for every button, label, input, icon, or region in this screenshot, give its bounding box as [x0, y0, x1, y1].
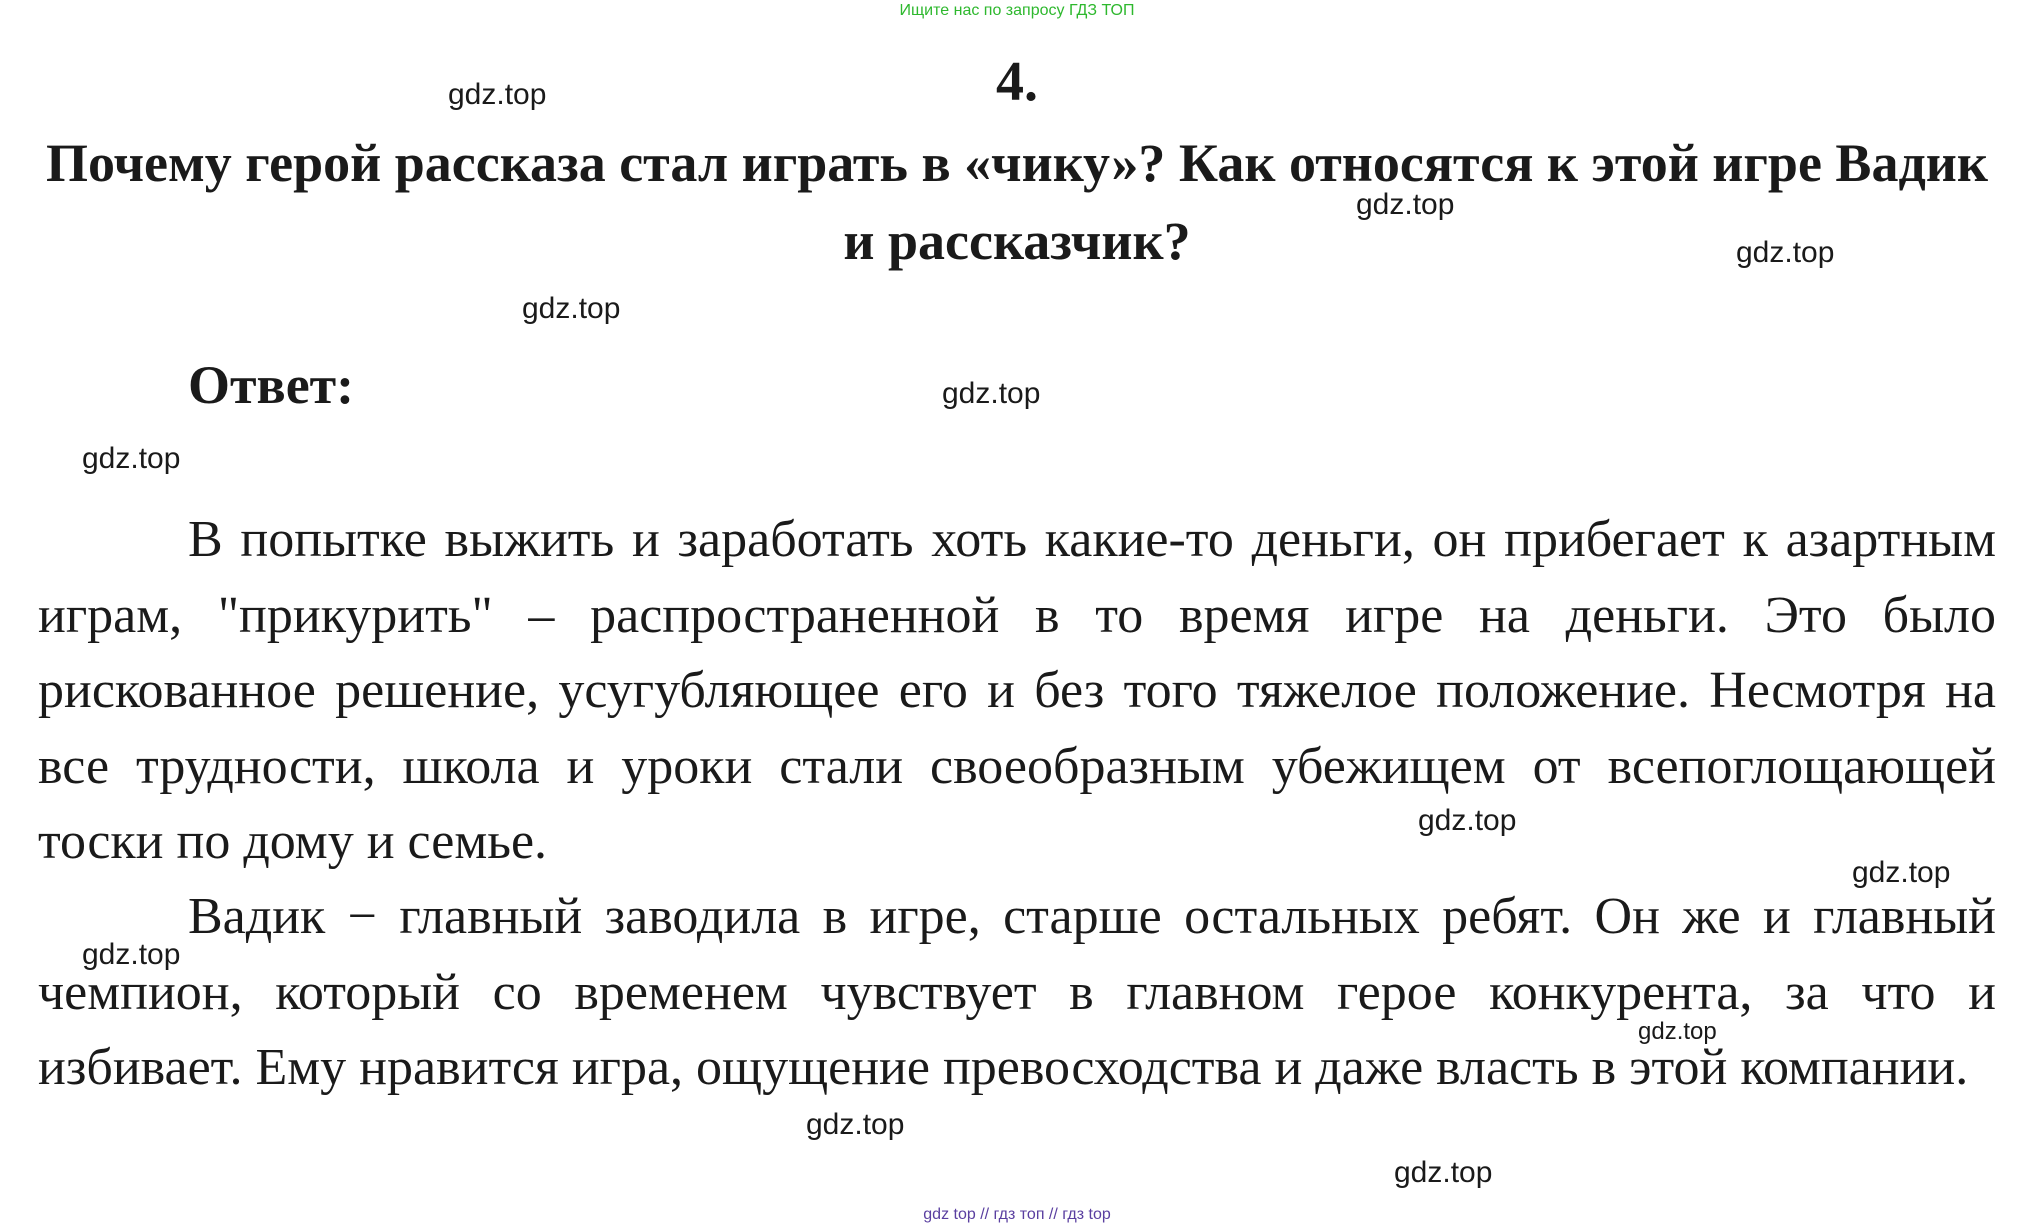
answer-paragraph-2: Вадик − главный заводила в игре, старше остальных ребят. Он же и главный чемпион, который со временем чувствует в главном герое конкурента, за что и избивает. Ему нравится игра, ощущение превосходства и даже власть в этой компании. [38, 888, 1996, 1096]
answer-label: Ответ: [188, 355, 355, 415]
task-number: 4. [996, 51, 1038, 113]
watermark: gdz.top [448, 78, 547, 111]
watermark: gdz.top [806, 1108, 905, 1141]
watermark: gdz.top [1394, 1156, 1493, 1189]
watermark: gdz.top [1356, 188, 1455, 221]
footer-links: gdz top // гдз топ // гдз top [923, 1206, 1111, 1223]
watermark: gdz.top [1638, 1018, 1717, 1045]
watermark: gdz.top [942, 377, 1041, 410]
watermark: gdz.top [1736, 236, 1835, 269]
watermark: gdz.top [82, 938, 181, 971]
question-heading: Почему герой рассказа стал играть в «чику»? Как относятся к этой игре Вадик и рассказчик? [46, 133, 1988, 271]
top-banner: Ищите нас по запросу ГДЗ ТОП [899, 2, 1135, 19]
watermark: gdz.top [82, 442, 181, 475]
watermark: gdz.top [522, 292, 621, 325]
answer-paragraph-1: В попытке выжить и заработать хоть какие-то деньги, он прибегает к азартным играм, "прикурить" – распространенной в то время игре на деньги. Это было рискованное решение, усугубляющее его и без того тяжелое положение. Несмотря на все трудности, школа и уроки стали своеобразным убежищем от всепоглощающей тоски по дому и семье. [38, 511, 1996, 870]
watermark: gdz.top [1418, 804, 1517, 837]
watermark: gdz.top [1852, 856, 1951, 889]
